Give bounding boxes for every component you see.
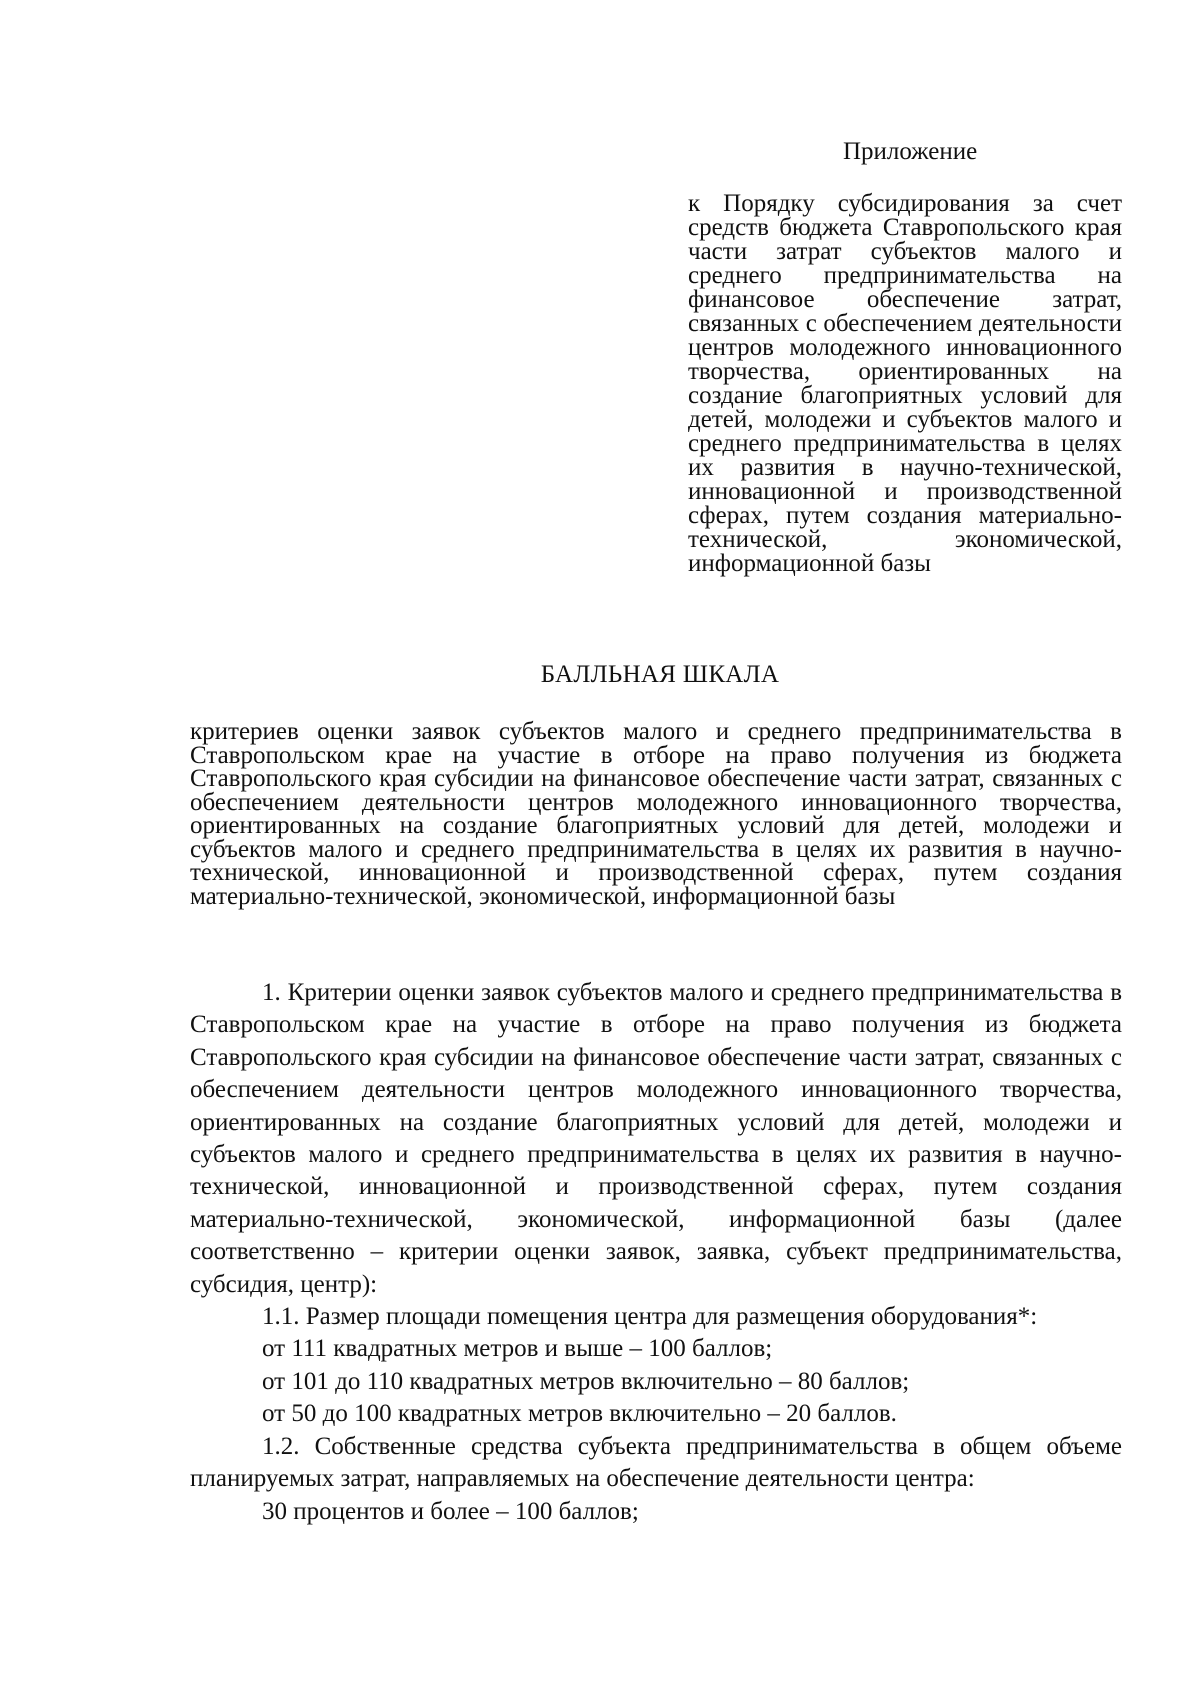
appendix-reference: к Порядку субсидирования за счет средств бюджета Ставропольского края части затрат субъектов малого и среднего предпринимательства на финансовое обеспечение затрат, связанных с обеспечением деятельности центров молодежного инновационного творчества, ориентированных на создание благоприятных условий для детей, молодежи и субъектов малого и среднего предпринимательства в целях их развития в научно-технической, инновационной и производственной сферах, путем создания материально-технической, экономической, информационной базы	[688, 190, 1122, 577]
document-title: БАЛЛЬНАЯ ШКАЛА	[540, 661, 780, 688]
item-1-1-line: от 50 до 100 квадратных метров включительно – 20 баллов.	[262, 1400, 897, 1428]
item-1-1-heading: 1.1. Размер площади помещения центра для размещения оборудования*:	[262, 1303, 1038, 1331]
item-1-1-line: от 111 квадратных метров и выше – 100 баллов;	[262, 1335, 773, 1363]
section-1	[190, 977, 1122, 1528]
item-1-2-line: 30 процентов и более – 100 баллов;	[262, 1497, 639, 1525]
document-subtitle: критериев оценки заявок субъектов малого и среднего предпринимательства в Ставропольском крае на участие в отборе на право получения из бюджета Ставропольского края субсидии на финансовое обеспечение части затрат, связанных с обеспечением деятельности центров молодежного инновационного творчества, ориентированных на создание благоприятных условий для детей, молодежи и субъектов малого и среднего предпринимательства в целях их развития в научно-технической, инновационной и производственной сферах, путем создания материально-технической, экономической, информационной базы	[190, 718, 1122, 910]
appendix-title: Приложение	[843, 138, 978, 165]
item-1-1-line: от 101 до 110 квадратных метров включительно – 80 баллов;	[262, 1367, 910, 1395]
item-1-2-heading: 1.2. Собственные средства субъекта предпринимательства в общем объеме планируемых затрат, направляемых на обеспечение деятельности центра:	[190, 1432, 1122, 1493]
section-1-paragraph: 1. Критерии оценки заявок субъектов малого и среднего предпринимательства в Ставропольском крае на участие в отборе на право получения из бюджета Ставропольского края субсидии на финансовое обеспечение части затрат, связанных с обеспечением деятельности центров молодежного инновационного творчества, ориентированных на создание благоприятных условий для детей, молодежи и субъектов малого и среднего предпринимательства в целях их развития в научно-технической, инновационной и производственной сферах, путем создания материально-технической, экономической, информационной базы (далее соответственно – критерии оценки заявок, заявка, субъект предпринимательства, субсидия, центр):	[190, 979, 1122, 1298]
